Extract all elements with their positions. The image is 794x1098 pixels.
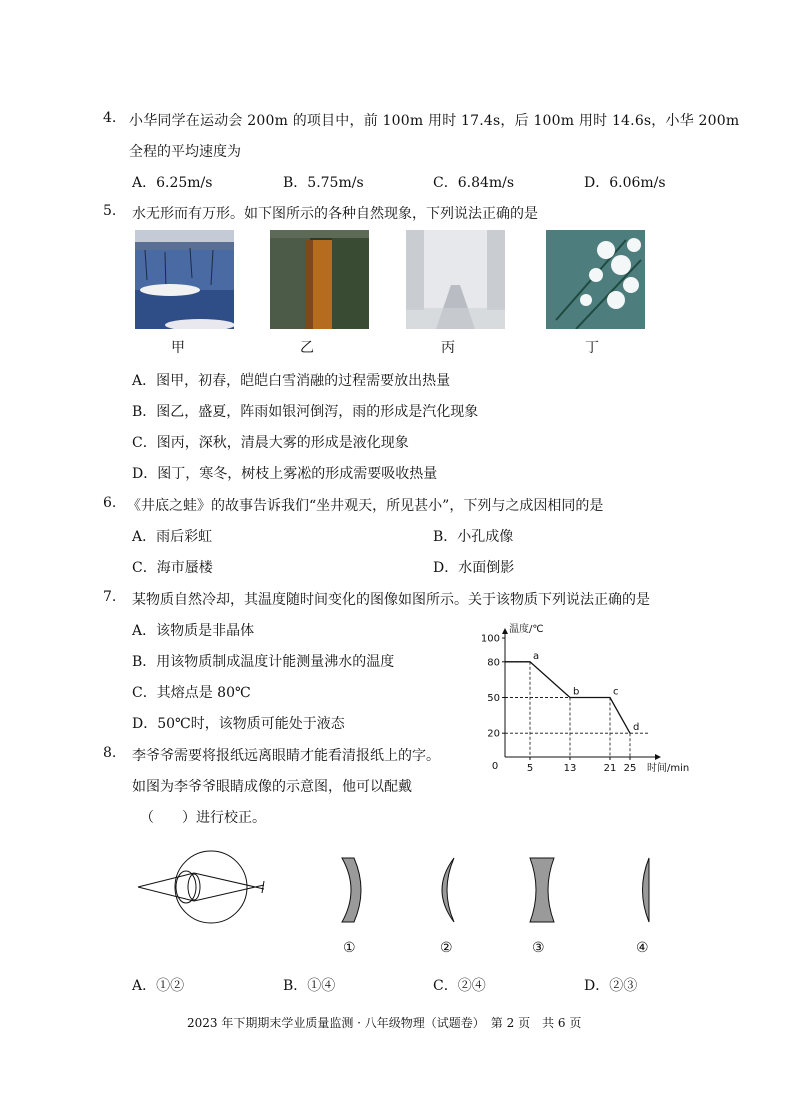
y-tick-label-20: 20 xyxy=(487,728,500,740)
q8-number: 8. xyxy=(103,745,117,761)
q4-option-c: C．6.84m/s xyxy=(433,175,515,191)
y-tick-label-100: 100 xyxy=(480,633,500,645)
point-label-c: c xyxy=(613,686,619,698)
q8-stem-line3: （ ）进行校正。 xyxy=(140,810,266,826)
q5-option-a: A．图甲，初春，皑皑白雪消融的过程需要放出热量 xyxy=(132,373,451,389)
caption-jia: 甲 xyxy=(171,340,185,356)
q8-option-a: A．①② xyxy=(132,978,185,994)
q4-option-a: A．6.25m/s xyxy=(132,175,213,191)
x-tick-label-21: 21 xyxy=(603,763,617,774)
lens-label-1: ① xyxy=(343,940,356,956)
x-axis-arrow xyxy=(655,754,661,760)
caption-ding: 丁 xyxy=(585,340,599,356)
q7-stem: 某物质自然冷却，其温度随时间变化的图像如图所示。关于该物质下列说法正确的是 xyxy=(132,592,650,608)
point-label-d: d xyxy=(633,722,640,734)
q6-option-c: C．海市蜃楼 xyxy=(132,560,213,576)
q4-number: 4. xyxy=(103,110,117,126)
page-footer: 2023 年下期期末学业质量监测 · 八年级物理（试题卷） 第 2 页 共 6 页 xyxy=(187,1016,582,1030)
q8-option-d: D．②③ xyxy=(584,978,638,994)
q4-stem-line1: 小华同学在运动会 200m 的项目中，前 100m 用时 17.4s，后 100m 用时 14.6s，小华 200m xyxy=(129,113,740,129)
q6-stem: 《井底之蛙》的故事告诉我们“坐井观天，所见甚小”，下列与之成因相同的是 xyxy=(127,498,604,514)
q7-number: 7. xyxy=(103,589,117,605)
q8-option-b: B．①④ xyxy=(283,978,336,994)
lens-label-2: ② xyxy=(440,940,453,956)
point-label-b: b xyxy=(573,686,580,698)
photo-summer-rain xyxy=(270,230,369,329)
y-axis-arrow xyxy=(502,628,508,634)
lens-4-plano-convex xyxy=(634,855,658,925)
q6-option-b: B．小孔成像 xyxy=(433,529,514,545)
q8-option-c: C．②④ xyxy=(433,978,486,994)
q5-number: 5. xyxy=(103,203,117,219)
y-tick-label-80: 80 xyxy=(487,657,500,669)
q5-option-b: B．图乙，盛夏，阵雨如银河倒泻，雨的形成是汽化现象 xyxy=(132,404,479,420)
lens-label-3: ③ xyxy=(532,940,545,956)
q6-option-a: A．雨后彩虹 xyxy=(132,529,213,545)
photo-rime-branches xyxy=(546,230,645,329)
y-axis-label: 温度/℃ xyxy=(509,624,544,635)
lens-3-biconcave xyxy=(527,855,557,925)
q6-option-d: D．水面倒影 xyxy=(433,560,515,576)
q4-option-b: B．5.75m/s xyxy=(283,175,364,191)
x-tick-label-13: 13 xyxy=(563,763,577,774)
lens-1-concave-meniscus xyxy=(336,855,366,925)
q7-option-a: A．该物质是非晶体 xyxy=(132,623,255,639)
q7-option-b: B．用该物质制成温度计能测量沸水的温度 xyxy=(132,654,395,670)
q7-option-c: C．其熔点是 80℃ xyxy=(132,685,251,701)
x-tick-label-25: 25 xyxy=(623,763,637,774)
caption-yi: 乙 xyxy=(300,340,314,356)
point-label-a: a xyxy=(533,650,540,662)
lens-label-4: ④ xyxy=(636,940,649,956)
y-tick-label-50: 50 xyxy=(487,693,500,704)
photo-melting-snow xyxy=(135,230,234,329)
q7-option-d: D．50℃时，该物质可能处于液态 xyxy=(132,716,345,732)
q5-stem: 水无形而有万形。如下图所示的各种自然现象，下列说法正确的是 xyxy=(132,206,538,222)
x-axis-label: 时间/min xyxy=(647,763,690,774)
q4-option-d: D．6.06m/s xyxy=(584,175,666,191)
eye-imaging-diagram xyxy=(136,845,276,935)
cooling-curve-chart xyxy=(470,620,710,780)
lens-2-convex-meniscus xyxy=(434,855,464,925)
q4-stem-line2: 全程的平均速度为 xyxy=(129,144,241,160)
q8-stem-line1: 李爷爷需要将报纸远离眼睛才能看清报纸上的字。 xyxy=(132,748,440,764)
q6-number: 6. xyxy=(103,495,117,511)
photo-morning-fog xyxy=(406,230,505,329)
caption-bing: 丙 xyxy=(441,340,455,356)
origin-label: 0 xyxy=(491,761,499,772)
q5-option-d: D．图丁，寒冬，树枝上雾凇的形成需要吸收热量 xyxy=(132,466,438,482)
q5-option-c: C．图丙，深秋，清晨大雾的形成是液化现象 xyxy=(132,435,409,451)
q8-stem-line2: 如图为李爷爷眼睛成像的示意图，他可以配戴 xyxy=(132,779,412,795)
x-tick-label-5: 5 xyxy=(526,763,534,774)
